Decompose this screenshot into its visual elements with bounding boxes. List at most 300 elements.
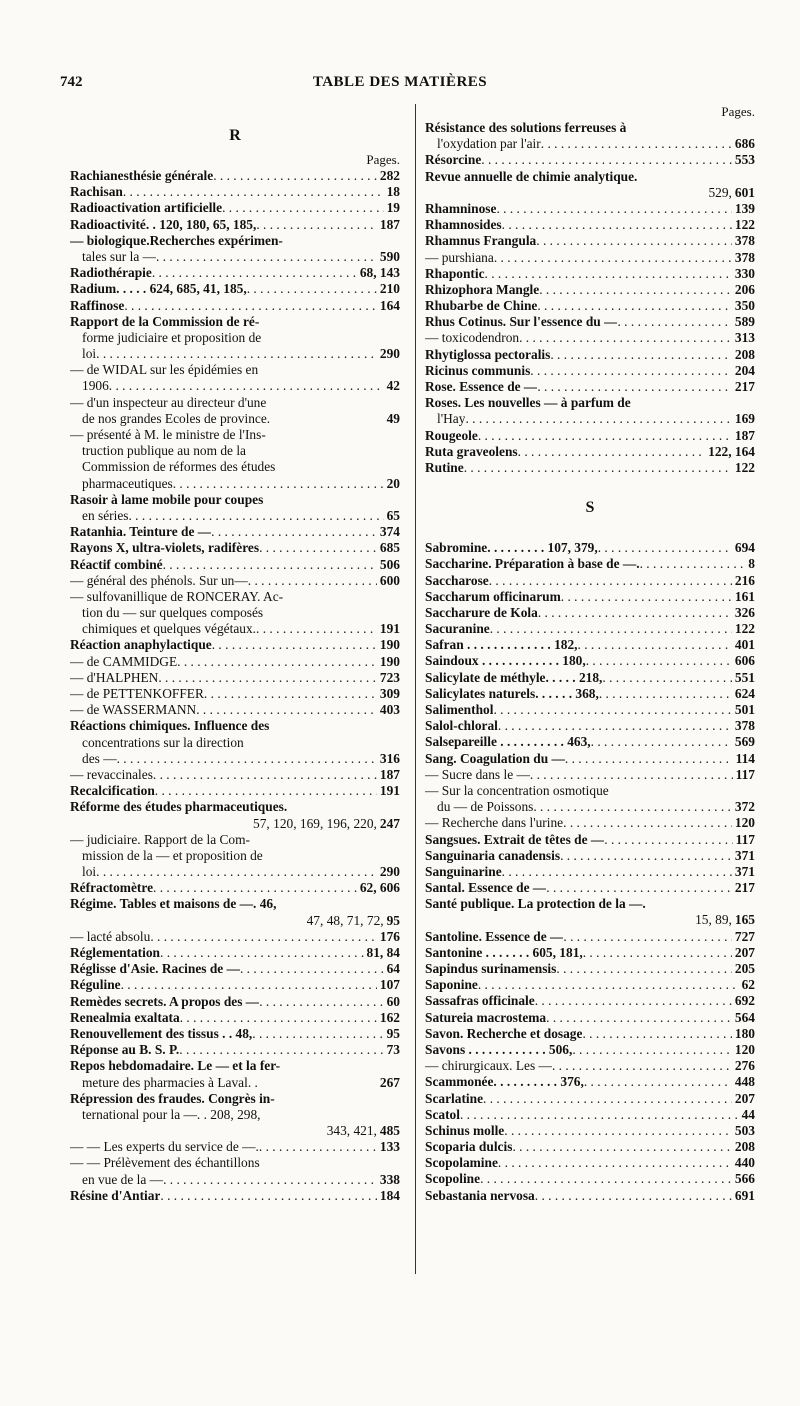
index-entry <box>70 605 400 621</box>
index-entry <box>70 994 400 1010</box>
entry-text: Rachisan <box>70 184 123 200</box>
entry-text: loi <box>82 864 97 880</box>
index-entry <box>70 799 400 815</box>
index-entry <box>70 314 400 330</box>
index-entry <box>425 1171 755 1187</box>
leader-dots <box>535 1188 732 1204</box>
entry-pages: 107 <box>379 977 400 993</box>
leader-dots <box>550 347 732 363</box>
entry-pages: 309 <box>379 686 400 701</box>
leader-dots <box>536 233 732 249</box>
entry-text: Schinus molle <box>425 1122 505 1138</box>
index-entry <box>70 557 400 573</box>
leader-dots <box>153 880 357 896</box>
entry-text: Scoparia dulcis <box>425 1139 513 1155</box>
entry-text: Sangsues. Extrait de têtes de — <box>425 831 605 847</box>
entry-text: — revaccinales <box>70 766 153 782</box>
index-entry <box>425 945 755 961</box>
entry-pages: 206 <box>734 281 755 297</box>
leader-dots <box>256 217 377 233</box>
entry-pages: 685 <box>379 540 400 556</box>
entry-pages: 378 <box>734 233 755 249</box>
leader-dots <box>496 201 731 217</box>
entry-text: Rose. Essence de — <box>425 379 538 394</box>
entry-text: Remèdes secrets. A propos des — <box>70 993 260 1009</box>
entry-text: Saindoux . . . . . . . . . . . . 180, <box>425 653 586 669</box>
entry-text: Salicylates naturels. . . . . . 368, <box>425 685 599 701</box>
leader-dots <box>222 200 384 216</box>
leader-dots <box>583 945 732 961</box>
index-entry <box>70 1058 400 1074</box>
entry-text: Sassafras officinale <box>425 993 535 1009</box>
index-entries-r-right <box>425 120 755 476</box>
index-entry <box>70 508 400 524</box>
entry-text: Radiothérapie <box>70 265 152 281</box>
leader-dots <box>530 363 732 379</box>
index-entry <box>425 1058 755 1074</box>
entry-text: Résorcine <box>425 152 482 168</box>
index-entry <box>425 460 755 476</box>
entry-text: Scopolamine <box>425 1155 498 1171</box>
entry-pages: 190 <box>379 653 400 669</box>
entry-text: Rhapontic <box>425 265 485 281</box>
leader-dots <box>196 702 377 718</box>
entry-text: tion du — sur quelques composés <box>82 605 264 621</box>
entry-pages: 216 <box>734 572 755 588</box>
entry-pages: 590 <box>379 248 400 264</box>
entry-text: Réguline <box>70 977 121 993</box>
entry-text: Rhamnosides <box>425 217 502 233</box>
entry-pages: 210 <box>379 281 400 297</box>
index-entry <box>425 896 755 912</box>
entry-text: — d'HALPHEN <box>70 669 159 685</box>
entry-text: Réponse au B. S. P. <box>70 1042 180 1058</box>
entry-text: l'oxydation par l'air <box>437 136 541 152</box>
entry-pages: 122 <box>734 621 755 637</box>
entry-text: Ricinus communis <box>425 362 531 378</box>
index-entry <box>70 298 400 314</box>
entry-text: Réglisse d'Asie. Racines de — <box>70 961 240 977</box>
entry-pages: 18 <box>386 184 400 200</box>
entry-pages: 120 <box>734 1041 755 1057</box>
index-entry <box>425 282 755 298</box>
pages-label: Pages. <box>366 152 400 167</box>
leader-dots <box>538 605 732 621</box>
leader-dots <box>617 314 731 330</box>
index-entry <box>425 573 755 589</box>
index-entry <box>425 993 755 1009</box>
entry-text: 57, 120, 169, 196, 220, <box>253 815 377 831</box>
entry-pages: 191 <box>379 621 400 637</box>
entry-text: Rayons X, ultra-violets, radifères <box>70 540 260 556</box>
entry-pages: 282 <box>379 168 400 183</box>
entry-text: — de WIDAL sur les épidémies en <box>70 362 259 378</box>
entry-text: Raffinose <box>70 297 125 313</box>
leader-dots <box>481 152 732 168</box>
entry-text: Salimenthol <box>425 702 494 717</box>
entry-pages: 217 <box>734 880 755 896</box>
index-entry <box>70 1026 400 1042</box>
index-entry <box>425 330 755 346</box>
section-letter-s: S <box>585 499 595 517</box>
leader-dots <box>541 136 732 152</box>
index-entry <box>70 362 400 378</box>
index-entry <box>70 200 400 216</box>
entry-pages: 184 <box>379 1187 400 1203</box>
leader-dots <box>584 1074 732 1090</box>
left-column <box>70 104 400 1204</box>
entry-pages: 564 <box>734 1009 755 1025</box>
entry-text: Réactif combiné <box>70 556 163 572</box>
column-divider <box>415 104 416 1274</box>
leader-dots <box>512 1139 731 1155</box>
leader-dots <box>259 994 383 1010</box>
index-entry <box>70 1155 400 1171</box>
entry-text: forme judiciaire et proposition de <box>82 329 262 345</box>
leader-dots <box>582 1026 731 1042</box>
entry-text: — présenté à M. le ministre de l'Ins- <box>70 427 266 442</box>
entry-text: Rutine <box>425 459 464 475</box>
entry-text: — purshiana <box>425 249 494 265</box>
entry-text: Rhamninose <box>425 200 497 216</box>
index-entry <box>425 347 755 363</box>
entry-pages: 95 <box>386 912 400 928</box>
index-entry <box>70 1042 400 1058</box>
entry-pages: 165 <box>734 912 755 928</box>
leader-dots <box>117 751 377 767</box>
index-entry <box>425 799 755 815</box>
entry-pages: 276 <box>734 1058 755 1074</box>
leader-dots <box>498 1155 732 1171</box>
index-entry <box>425 1074 755 1090</box>
leader-dots <box>502 864 732 880</box>
entry-pages: 207 <box>734 944 755 960</box>
index-entry <box>70 880 400 896</box>
entry-text: tales sur la — <box>82 248 157 264</box>
entry-text: Réforme des études pharmaceutiques. <box>70 799 288 815</box>
leader-dots <box>498 718 732 734</box>
entry-text: — judiciaire. Rapport de la Com- <box>70 831 250 847</box>
entry-pages: 62, 606 <box>359 880 400 896</box>
entry-text: Scatol <box>425 1106 460 1122</box>
entry-pages: 503 <box>734 1122 755 1138</box>
entry-text: Santal. Essence de — <box>425 880 547 896</box>
entry-pages: 350 <box>734 298 755 314</box>
index-entry <box>70 848 400 864</box>
leader-dots <box>160 945 364 961</box>
entry-pages: 8 <box>748 556 755 572</box>
index-entry <box>70 1139 400 1155</box>
index-entry <box>425 880 755 896</box>
entry-text: Revue annuelle de chimie analytique. <box>425 168 638 184</box>
entry-pages: 313 <box>734 330 755 346</box>
entry-pages: 62 <box>741 977 755 993</box>
index-entry <box>425 734 755 750</box>
entry-text: Régime. Tables et maisons de —. 46, <box>70 896 277 912</box>
index-entry <box>425 1155 755 1171</box>
index-entry <box>70 1091 400 1107</box>
spacer <box>425 524 755 540</box>
index-entry <box>70 637 400 653</box>
entry-pages: 191 <box>379 783 400 799</box>
entry-text: Scopoline <box>425 1171 481 1187</box>
leader-dots <box>121 977 377 993</box>
leader-dots <box>556 961 732 977</box>
entry-text: de nos grandes Ecoles de province. <box>82 410 271 426</box>
index-entry <box>70 184 400 200</box>
entry-text: Rasoir à lame mobile pour coupes <box>70 491 264 507</box>
index-entry <box>425 605 755 621</box>
index-entry <box>425 298 755 314</box>
entry-text: 1906 <box>82 378 109 394</box>
entry-text: truction publique au nom de la <box>82 443 246 459</box>
entry-text: — d'un inspecteur au directeur d'une <box>70 394 267 410</box>
leader-dots <box>533 799 732 815</box>
entry-text: Sabromine. . . . . . . . . 107, 379, <box>425 540 598 556</box>
index-entry <box>425 670 755 686</box>
leader-dots <box>563 815 732 831</box>
entry-text: — de CAMMIDGE <box>70 653 178 669</box>
index-entry <box>70 265 400 281</box>
entry-pages: 600 <box>379 572 400 588</box>
index-entries-s <box>425 540 755 1204</box>
entry-text: Radioactivité. . 120, 180, 65, 185, <box>70 216 257 232</box>
entry-pages: 372 <box>734 799 755 815</box>
entry-text: Santonine . . . . . . . 605, 181, <box>425 944 583 960</box>
entry-pages: 120 <box>734 815 755 831</box>
entry-text: Rougeole <box>425 427 478 443</box>
leader-dots <box>530 767 733 783</box>
entry-pages: 506 <box>379 556 400 572</box>
entry-text: — Recherche dans l'urine <box>425 815 564 831</box>
entry-text: chimiques et quelques végétaux. <box>82 621 257 637</box>
leader-dots <box>259 1139 377 1155</box>
index-entry <box>425 637 755 653</box>
leader-dots <box>586 653 732 669</box>
index-entry <box>70 621 400 637</box>
spacer <box>70 104 400 120</box>
leader-dots <box>248 573 377 589</box>
index-entry <box>425 961 755 977</box>
entry-pages: 485 <box>379 1123 400 1139</box>
leader-dots <box>518 444 706 460</box>
entry-text: Sacuranine <box>425 621 490 637</box>
leader-dots <box>155 783 377 799</box>
leader-dots <box>604 832 732 848</box>
leader-dots <box>211 524 377 540</box>
entry-pages: 68, 143 <box>359 265 400 281</box>
entry-text: — sulfovanillique de RONCERAY. Ac- <box>70 588 284 604</box>
entry-text: Sanguinaria canadensis <box>425 847 561 863</box>
entry-pages: 330 <box>734 265 755 281</box>
entry-pages: 566 <box>734 1171 755 1187</box>
entry-pages: 169 <box>734 411 755 427</box>
entry-text: Sang. Coagulation du — <box>425 750 565 766</box>
leader-dots <box>109 378 384 394</box>
entry-text: Sapindus surinamensis <box>425 961 557 976</box>
entry-text: Santoline. Essence de — <box>425 928 564 944</box>
index-entry <box>70 1172 400 1188</box>
index-entry <box>425 217 755 233</box>
entry-text: 15, 89, <box>695 912 732 928</box>
index-entry <box>425 702 755 718</box>
index-entry <box>425 185 755 201</box>
leader-dots <box>163 557 377 573</box>
entry-pages: 139 <box>734 200 755 216</box>
entry-pages: 316 <box>379 750 400 766</box>
index-entry <box>425 1010 755 1026</box>
index-entry <box>70 718 400 734</box>
entry-text: Saccharure de Kola <box>425 604 538 620</box>
page-header <box>60 74 740 94</box>
index-entry <box>425 929 755 945</box>
entry-pages: 122, 164 <box>708 443 755 459</box>
entry-text: en vue de la — <box>82 1171 164 1187</box>
leader-dots <box>563 929 732 945</box>
entry-pages: 187 <box>379 216 400 232</box>
index-entry <box>425 250 755 266</box>
index-entry <box>425 832 755 848</box>
entry-pages: 64 <box>386 961 400 977</box>
index-entry <box>425 233 755 249</box>
entry-text: Résine d'Antiar <box>70 1187 161 1203</box>
index-entry <box>425 977 755 993</box>
leader-dots <box>504 1123 732 1139</box>
entry-text: Rhytiglossa pectoralis <box>425 346 551 362</box>
entry-pages: 217 <box>734 379 755 394</box>
index-entry <box>425 314 755 330</box>
index-entry <box>425 540 755 556</box>
entry-text: Radioactivation artificielle <box>70 200 223 216</box>
index-entry <box>70 913 400 929</box>
index-entry <box>70 249 400 265</box>
index-entry <box>425 266 755 282</box>
leader-dots <box>578 637 732 653</box>
leader-dots <box>565 751 733 767</box>
leader-dots <box>96 864 377 880</box>
index-entry <box>70 735 400 751</box>
index-entry <box>70 816 400 832</box>
index-entry <box>425 1026 755 1042</box>
leader-dots <box>519 330 732 346</box>
entry-pages: 114 <box>735 750 755 766</box>
entry-pages: 65 <box>386 507 400 523</box>
index-entry <box>425 864 755 880</box>
leader-dots <box>535 993 732 1009</box>
leader-dots <box>177 654 377 670</box>
index-entry <box>70 670 400 686</box>
entry-pages: 691 <box>734 1187 755 1203</box>
entry-pages: 624 <box>734 685 755 701</box>
entry-text: du — de Poissons <box>437 799 534 815</box>
entry-text: Saccharum officinarum <box>425 588 561 604</box>
entry-text: Réactions chimiques. Influence des <box>70 718 270 734</box>
entry-text: l'Hay <box>437 411 466 427</box>
leader-dots <box>240 961 384 977</box>
spacer <box>425 476 755 492</box>
leader-dots <box>213 168 377 184</box>
entry-pages: 117 <box>735 831 755 847</box>
index-entry <box>425 428 755 444</box>
entry-text: 47, 48, 71, 72, <box>306 912 384 928</box>
entry-pages: 371 <box>734 863 755 879</box>
entry-text: Recalcification <box>70 783 155 799</box>
leader-dots <box>602 670 732 686</box>
leader-dots <box>152 265 357 281</box>
index-entry <box>70 524 400 540</box>
section-letter-r: R <box>229 127 241 144</box>
leader-dots <box>256 621 377 637</box>
index-entry <box>425 169 755 185</box>
entry-pages: 326 <box>734 604 755 620</box>
entry-text: Safran . . . . . . . . . . . . . 182, <box>425 637 578 653</box>
entry-text: Rachianesthésie générale <box>70 168 214 183</box>
index-entry <box>425 556 755 572</box>
index-entry <box>70 1123 400 1139</box>
entry-pages: 180 <box>734 1025 755 1041</box>
entry-pages: 81, 84 <box>366 945 400 960</box>
leader-dots <box>490 621 732 637</box>
entry-text: Sanguinarine <box>425 863 502 879</box>
index-entry <box>70 686 400 702</box>
entry-text: Scarlatine <box>425 1090 484 1106</box>
entry-pages: 692 <box>734 993 755 1009</box>
entry-text: — — Prélèvement des échantillons <box>70 1155 260 1171</box>
entry-text: Roses. Les nouvelles — à parfum de <box>425 395 631 411</box>
entry-pages: 162 <box>379 1009 400 1025</box>
leader-dots <box>156 249 377 265</box>
index-entry <box>425 751 755 767</box>
entry-text: — Sucre dans le — <box>425 766 530 782</box>
entry-text: Ratanhia. Teinture de — <box>70 524 212 540</box>
entry-pages: 190 <box>379 637 400 653</box>
entry-pages: 19 <box>386 200 400 216</box>
entry-text: Renouvellement des tissus . . 48, <box>70 1025 253 1041</box>
entry-text: Résistance des solutions ferreuses à <box>425 120 627 135</box>
entry-text: Savon. Recherche et dosage <box>425 1025 583 1041</box>
entry-pages: 122 <box>734 217 755 233</box>
entry-pages: 187 <box>734 427 755 443</box>
entry-text: Rhizophora Mangle <box>425 281 540 297</box>
leader-dots <box>561 589 732 605</box>
index-entry <box>425 1042 755 1058</box>
leader-dots <box>153 767 377 783</box>
entry-pages: 208 <box>734 346 755 362</box>
index-entry <box>70 702 400 718</box>
entry-text: Radium. . . . . 624, 685, 41, 185, <box>70 281 247 297</box>
index-entry <box>70 168 400 184</box>
entry-text: en séries <box>82 507 129 523</box>
entry-text: Sebastania nervosa <box>425 1187 535 1203</box>
index-entry <box>70 1188 400 1204</box>
entry-pages: 208 <box>734 1139 755 1155</box>
index-entry <box>70 443 400 459</box>
leader-dots <box>572 1042 732 1058</box>
index-entry <box>425 201 755 217</box>
leader-dots <box>494 250 732 266</box>
entry-pages: 161 <box>734 588 755 604</box>
leader-dots <box>537 379 732 395</box>
index-entry <box>425 912 755 928</box>
index-entry <box>425 718 755 734</box>
entry-pages: 60 <box>386 993 400 1009</box>
entry-text: Renealmia exaltata <box>70 1009 180 1025</box>
entry-text: Saccharine. Préparation à base de —. <box>425 556 640 572</box>
entry-pages: 164 <box>379 297 400 313</box>
entry-text: Ruta graveolens <box>425 443 518 459</box>
leader-dots <box>560 848 732 864</box>
leader-dots <box>478 428 732 444</box>
